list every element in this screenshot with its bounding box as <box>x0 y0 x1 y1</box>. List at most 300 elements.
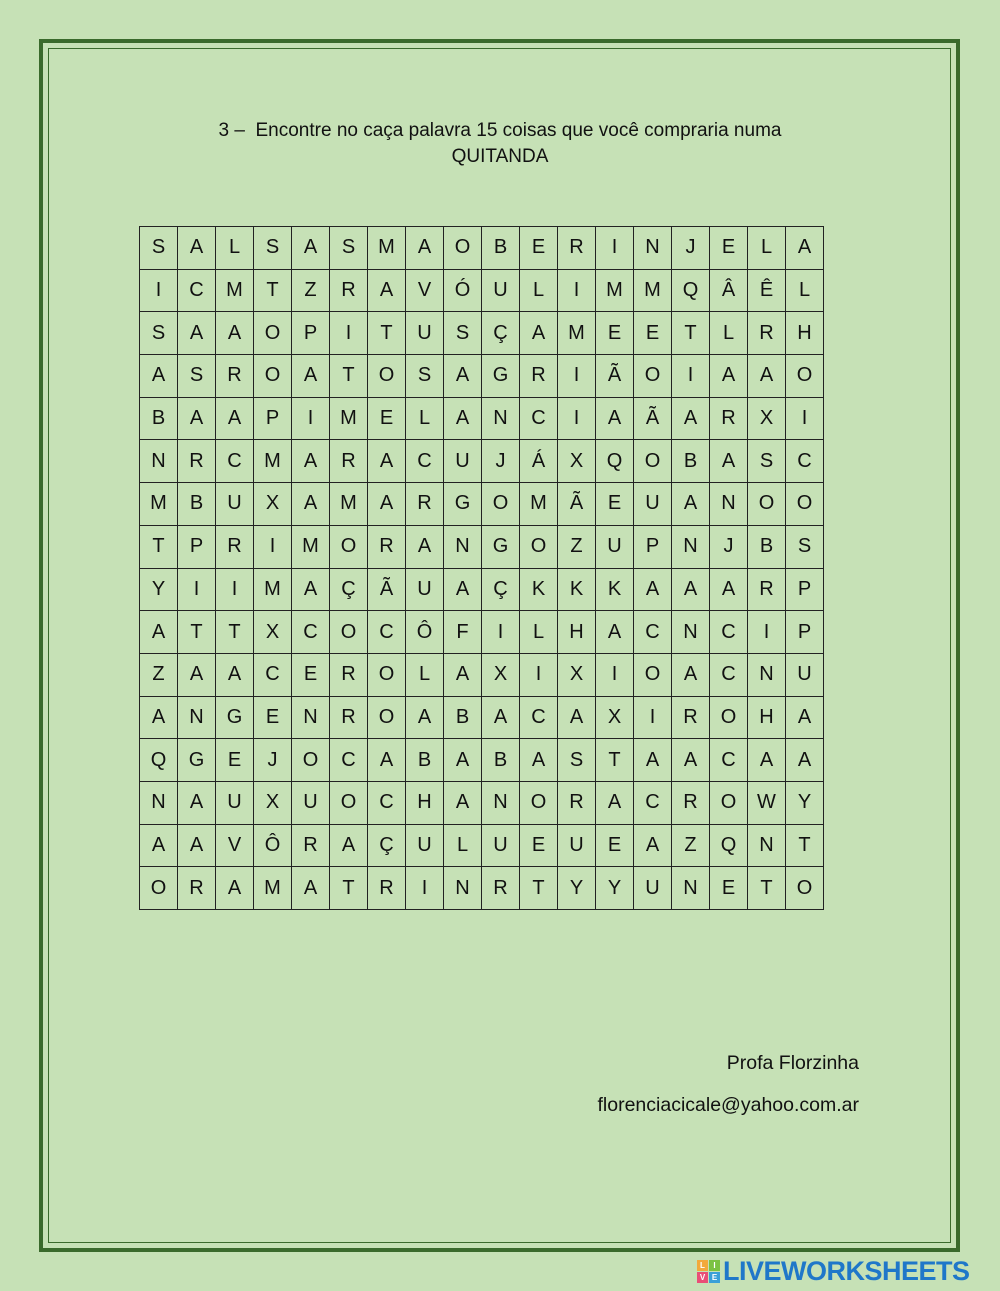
grid-cell[interactable]: O <box>520 781 558 824</box>
grid-cell[interactable]: X <box>748 397 786 440</box>
grid-cell[interactable]: H <box>786 312 824 355</box>
grid-cell[interactable]: A <box>710 440 748 483</box>
grid-cell[interactable]: A <box>178 397 216 440</box>
grid-cell[interactable]: C <box>216 440 254 483</box>
grid-cell[interactable]: I <box>786 397 824 440</box>
grid-cell[interactable]: P <box>786 568 824 611</box>
grid-cell[interactable]: A <box>292 483 330 526</box>
grid-cell[interactable]: K <box>520 568 558 611</box>
grid-cell[interactable]: T <box>520 867 558 910</box>
grid-cell[interactable]: H <box>406 781 444 824</box>
grid-cell[interactable]: Q <box>596 440 634 483</box>
grid-cell[interactable]: E <box>254 696 292 739</box>
grid-cell[interactable]: M <box>330 397 368 440</box>
grid-cell[interactable]: Â <box>710 269 748 312</box>
grid-cell[interactable]: R <box>330 269 368 312</box>
grid-cell[interactable]: Z <box>292 269 330 312</box>
grid-cell[interactable]: H <box>748 696 786 739</box>
grid-cell[interactable]: Q <box>140 739 178 782</box>
grid-cell[interactable]: A <box>330 824 368 867</box>
grid-cell[interactable]: A <box>140 611 178 654</box>
grid-cell[interactable]: C <box>520 397 558 440</box>
grid-cell[interactable]: Ç <box>330 568 368 611</box>
grid-cell[interactable]: I <box>292 397 330 440</box>
grid-cell[interactable]: A <box>444 397 482 440</box>
grid-cell[interactable]: O <box>748 483 786 526</box>
grid-cell[interactable]: O <box>710 781 748 824</box>
grid-cell[interactable]: M <box>140 483 178 526</box>
grid-cell[interactable]: O <box>330 611 368 654</box>
grid-cell[interactable]: G <box>216 696 254 739</box>
grid-cell[interactable]: A <box>216 312 254 355</box>
grid-cell[interactable]: U <box>292 781 330 824</box>
grid-cell[interactable]: M <box>596 269 634 312</box>
grid-cell[interactable]: N <box>482 781 520 824</box>
grid-cell[interactable]: S <box>254 227 292 270</box>
grid-cell[interactable]: U <box>558 824 596 867</box>
grid-cell[interactable]: A <box>482 696 520 739</box>
grid-cell[interactable]: I <box>330 312 368 355</box>
grid-cell[interactable]: A <box>178 781 216 824</box>
grid-cell[interactable]: B <box>672 440 710 483</box>
grid-cell[interactable]: A <box>216 867 254 910</box>
grid-cell[interactable]: A <box>292 568 330 611</box>
grid-cell[interactable]: A <box>178 227 216 270</box>
grid-cell[interactable]: A <box>786 739 824 782</box>
grid-cell[interactable]: A <box>178 312 216 355</box>
grid-cell[interactable]: X <box>596 696 634 739</box>
grid-cell[interactable]: M <box>558 312 596 355</box>
grid-cell[interactable]: C <box>406 440 444 483</box>
grid-cell[interactable]: X <box>558 653 596 696</box>
grid-cell[interactable]: E <box>292 653 330 696</box>
grid-cell[interactable]: G <box>444 483 482 526</box>
grid-row <box>140 824 824 867</box>
grid-row <box>140 867 824 910</box>
grid-cell[interactable]: I <box>178 568 216 611</box>
grid-cell[interactable]: I <box>482 611 520 654</box>
grid-cell[interactable]: L <box>786 269 824 312</box>
grid-cell[interactable]: R <box>748 568 786 611</box>
grid-cell[interactable]: N <box>444 525 482 568</box>
grid-cell[interactable]: S <box>444 312 482 355</box>
grid-cell[interactable]: A <box>596 397 634 440</box>
grid-cell[interactable]: N <box>634 227 672 270</box>
grid-cell[interactable]: R <box>330 696 368 739</box>
grid-cell[interactable]: V <box>216 824 254 867</box>
grid-cell[interactable]: V <box>406 269 444 312</box>
grid-cell[interactable]: E <box>710 227 748 270</box>
grid-cell[interactable]: C <box>368 611 406 654</box>
grid-cell[interactable]: O <box>634 653 672 696</box>
grid-cell[interactable]: P <box>178 525 216 568</box>
grid-cell[interactable]: M <box>292 525 330 568</box>
grid-cell[interactable]: C <box>178 269 216 312</box>
grid-cell[interactable]: R <box>368 525 406 568</box>
grid-cell[interactable]: E <box>596 312 634 355</box>
grid-cell[interactable]: L <box>216 227 254 270</box>
grid-cell[interactable]: A <box>672 483 710 526</box>
grid-cell[interactable]: G <box>178 739 216 782</box>
grid-cell[interactable]: A <box>672 653 710 696</box>
grid-cell[interactable]: E <box>216 739 254 782</box>
grid-cell[interactable]: A <box>292 355 330 398</box>
grid-cell[interactable]: U <box>482 269 520 312</box>
grid-cell[interactable]: O <box>254 312 292 355</box>
grid-cell[interactable]: J <box>710 525 748 568</box>
grid-cell[interactable]: A <box>444 781 482 824</box>
grid-cell[interactable]: A <box>596 611 634 654</box>
grid-cell[interactable]: E <box>596 483 634 526</box>
grid-cell[interactable]: I <box>558 397 596 440</box>
grid-cell[interactable]: A <box>634 739 672 782</box>
grid-cell[interactable]: U <box>406 824 444 867</box>
grid-cell[interactable]: T <box>178 611 216 654</box>
grid-cell[interactable]: Ã <box>558 483 596 526</box>
grid-cell[interactable]: O <box>254 355 292 398</box>
grid-cell[interactable]: T <box>254 269 292 312</box>
grid-cell[interactable]: A <box>634 568 672 611</box>
grid-cell[interactable]: I <box>520 653 558 696</box>
grid-cell[interactable]: Z <box>140 653 178 696</box>
grid-cell[interactable]: C <box>634 611 672 654</box>
grid-cell[interactable]: A <box>406 696 444 739</box>
grid-cell[interactable]: J <box>482 440 520 483</box>
grid-cell[interactable]: C <box>786 440 824 483</box>
grid-cell[interactable]: Ô <box>254 824 292 867</box>
grid-cell[interactable]: B <box>482 227 520 270</box>
grid-cell[interactable]: R <box>292 824 330 867</box>
grid-cell[interactable]: O <box>368 653 406 696</box>
grid-cell[interactable]: A <box>748 739 786 782</box>
grid-cell[interactable]: T <box>672 312 710 355</box>
grid-cell[interactable]: A <box>140 355 178 398</box>
grid-cell[interactable]: R <box>748 312 786 355</box>
grid-cell[interactable]: T <box>330 867 368 910</box>
grid-cell[interactable]: X <box>254 781 292 824</box>
grid-cell[interactable]: B <box>482 739 520 782</box>
grid-cell[interactable]: N <box>672 867 710 910</box>
grid-row <box>140 525 824 568</box>
grid-cell[interactable]: N <box>292 696 330 739</box>
grid-cell[interactable]: C <box>520 696 558 739</box>
grid-cell[interactable]: L <box>710 312 748 355</box>
grid-cell[interactable]: Q <box>672 269 710 312</box>
grid-cell[interactable]: C <box>368 781 406 824</box>
grid-cell[interactable]: A <box>368 269 406 312</box>
grid-cell[interactable]: W <box>748 781 786 824</box>
grid-cell[interactable]: S <box>330 227 368 270</box>
grid-cell[interactable]: K <box>558 568 596 611</box>
grid-cell[interactable]: Q <box>710 824 748 867</box>
grid-cell[interactable]: J <box>672 227 710 270</box>
grid-cell[interactable]: A <box>444 568 482 611</box>
grid-cell[interactable]: A <box>786 696 824 739</box>
grid-cell[interactable]: R <box>482 867 520 910</box>
grid-cell[interactable]: Y <box>596 867 634 910</box>
grid-cell[interactable]: A <box>292 440 330 483</box>
grid-cell[interactable]: E <box>634 312 672 355</box>
grid-row <box>140 355 824 398</box>
grid-cell[interactable]: A <box>710 355 748 398</box>
grid-cell[interactable]: P <box>786 611 824 654</box>
grid-cell[interactable]: Ç <box>482 312 520 355</box>
grid-cell[interactable]: R <box>330 440 368 483</box>
grid-cell[interactable]: O <box>520 525 558 568</box>
grid-cell[interactable]: A <box>634 824 672 867</box>
grid-cell[interactable]: S <box>140 227 178 270</box>
grid-cell[interactable]: A <box>672 397 710 440</box>
grid-cell[interactable]: E <box>368 397 406 440</box>
grid-cell[interactable]: A <box>596 781 634 824</box>
grid-cell[interactable]: N <box>140 440 178 483</box>
grid-cell[interactable]: E <box>520 824 558 867</box>
grid-row <box>140 781 824 824</box>
grid-cell[interactable]: U <box>406 312 444 355</box>
grid-cell[interactable]: R <box>178 867 216 910</box>
grid-cell[interactable]: A <box>368 739 406 782</box>
grid-cell[interactable]: L <box>520 611 558 654</box>
grid-cell[interactable]: R <box>710 397 748 440</box>
grid-cell[interactable]: I <box>634 696 672 739</box>
grid-cell[interactable]: L <box>444 824 482 867</box>
grid-cell[interactable]: C <box>292 611 330 654</box>
grid-cell[interactable]: N <box>140 781 178 824</box>
grid-cell[interactable]: X <box>254 611 292 654</box>
grid-cell[interactable]: R <box>558 227 596 270</box>
grid-cell[interactable]: A <box>292 867 330 910</box>
grid-cell[interactable]: Á <box>520 440 558 483</box>
grid-cell[interactable]: O <box>140 867 178 910</box>
grid-cell[interactable]: P <box>254 397 292 440</box>
grid-cell[interactable]: R <box>406 483 444 526</box>
grid-cell[interactable]: M <box>330 483 368 526</box>
grid-cell[interactable]: F <box>444 611 482 654</box>
grid-cell[interactable]: G <box>482 525 520 568</box>
grid-cell[interactable]: S <box>406 355 444 398</box>
grid-cell[interactable]: L <box>406 653 444 696</box>
grid-cell[interactable]: J <box>254 739 292 782</box>
grid-cell[interactable]: S <box>748 440 786 483</box>
grid-cell[interactable]: A <box>292 227 330 270</box>
grid-cell[interactable]: Z <box>558 525 596 568</box>
grid-cell[interactable]: A <box>520 312 558 355</box>
grid-cell[interactable]: O <box>368 355 406 398</box>
grid-cell[interactable]: K <box>596 568 634 611</box>
grid-cell[interactable]: M <box>254 440 292 483</box>
grid-cell[interactable]: S <box>786 525 824 568</box>
grid-cell[interactable]: E <box>710 867 748 910</box>
grid-cell[interactable]: R <box>216 525 254 568</box>
grid-row <box>140 397 824 440</box>
grid-cell[interactable]: A <box>368 440 406 483</box>
grid-cell[interactable]: B <box>178 483 216 526</box>
grid-cell[interactable]: A <box>786 227 824 270</box>
grid-cell[interactable]: O <box>634 355 672 398</box>
author-email: florenciacicale@yahoo.com.ar <box>597 1094 859 1116</box>
grid-cell[interactable]: O <box>292 739 330 782</box>
grid-row <box>140 483 824 526</box>
grid-cell[interactable]: C <box>330 739 368 782</box>
grid-cell[interactable]: A <box>710 568 748 611</box>
grid-cell[interactable]: S <box>140 312 178 355</box>
grid-cell[interactable]: U <box>482 824 520 867</box>
grid-cell[interactable]: O <box>786 483 824 526</box>
grid-cell[interactable]: P <box>634 525 672 568</box>
grid-cell[interactable]: U <box>596 525 634 568</box>
grid-cell[interactable]: N <box>748 824 786 867</box>
grid-cell[interactable]: T <box>330 355 368 398</box>
grid-cell[interactable]: I <box>254 525 292 568</box>
grid-cell[interactable]: A <box>216 397 254 440</box>
grid-cell[interactable]: I <box>672 355 710 398</box>
grid-cell[interactable]: H <box>558 611 596 654</box>
grid-cell[interactable]: S <box>178 355 216 398</box>
grid-cell[interactable]: R <box>558 781 596 824</box>
grid-cell[interactable]: Ô <box>406 611 444 654</box>
grid-cell[interactable]: T <box>786 824 824 867</box>
grid-cell[interactable]: M <box>216 269 254 312</box>
grid-cell[interactable]: C <box>710 739 748 782</box>
grid-cell[interactable]: I <box>596 227 634 270</box>
grid-cell[interactable]: Ó <box>444 269 482 312</box>
grid-cell[interactable]: T <box>748 867 786 910</box>
grid-cell[interactable]: B <box>444 696 482 739</box>
grid-cell[interactable]: R <box>216 355 254 398</box>
grid-cell[interactable]: Ã <box>634 397 672 440</box>
grid-cell[interactable]: I <box>596 653 634 696</box>
grid-cell[interactable]: N <box>710 483 748 526</box>
grid-cell[interactable]: A <box>444 739 482 782</box>
grid-cell[interactable]: I <box>140 269 178 312</box>
grid-cell[interactable]: U <box>444 440 482 483</box>
grid-cell[interactable]: Ç <box>368 824 406 867</box>
grid-cell[interactable]: Ç <box>482 568 520 611</box>
grid-cell[interactable]: U <box>216 781 254 824</box>
grid-cell[interactable]: L <box>520 269 558 312</box>
grid-cell[interactable]: C <box>254 653 292 696</box>
grid-cell[interactable]: Y <box>558 867 596 910</box>
grid-cell[interactable]: C <box>710 611 748 654</box>
grid-cell[interactable]: R <box>672 696 710 739</box>
grid-cell[interactable]: S <box>558 739 596 782</box>
grid-cell[interactable]: N <box>444 867 482 910</box>
grid-cell[interactable]: N <box>482 397 520 440</box>
grid-cell[interactable]: A <box>444 355 482 398</box>
grid-cell[interactable]: A <box>216 653 254 696</box>
grid-cell[interactable]: O <box>482 483 520 526</box>
grid-cell[interactable]: O <box>634 440 672 483</box>
grid-cell[interactable]: B <box>406 739 444 782</box>
grid-cell[interactable]: L <box>748 227 786 270</box>
grid-cell[interactable]: O <box>786 355 824 398</box>
grid-cell[interactable]: N <box>178 696 216 739</box>
grid-cell[interactable]: A <box>178 824 216 867</box>
grid-cell[interactable]: A <box>140 696 178 739</box>
grid-cell[interactable]: M <box>368 227 406 270</box>
grid-cell[interactable]: N <box>672 525 710 568</box>
logo-block: L <box>697 1260 708 1271</box>
grid-cell[interactable]: O <box>368 696 406 739</box>
grid-cell[interactable]: O <box>786 867 824 910</box>
grid-cell[interactable]: O <box>710 696 748 739</box>
grid-cell[interactable]: I <box>558 355 596 398</box>
grid-cell[interactable]: A <box>178 653 216 696</box>
grid-cell[interactable]: R <box>368 867 406 910</box>
grid-cell[interactable]: Y <box>140 568 178 611</box>
grid-cell[interactable]: O <box>330 781 368 824</box>
grid-cell[interactable]: N <box>748 653 786 696</box>
grid-cell[interactable]: U <box>634 867 672 910</box>
grid-cell[interactable]: C <box>634 781 672 824</box>
grid-cell[interactable]: A <box>406 227 444 270</box>
grid-cell[interactable]: B <box>140 397 178 440</box>
grid-cell[interactable]: U <box>406 568 444 611</box>
grid-cell[interactable]: R <box>330 653 368 696</box>
grid-cell[interactable]: O <box>330 525 368 568</box>
grid-cell[interactable]: A <box>140 824 178 867</box>
grid-cell[interactable]: X <box>558 440 596 483</box>
grid-cell[interactable]: Ê <box>748 269 786 312</box>
grid-cell[interactable]: R <box>178 440 216 483</box>
grid-cell[interactable]: A <box>444 653 482 696</box>
grid-cell[interactable]: R <box>520 355 558 398</box>
grid-cell[interactable]: B <box>748 525 786 568</box>
grid-cell[interactable]: U <box>786 653 824 696</box>
grid-cell[interactable]: Ã <box>368 568 406 611</box>
grid-cell[interactable]: E <box>520 227 558 270</box>
grid-cell[interactable]: A <box>558 696 596 739</box>
author-name: Profa Florzinha <box>726 1052 859 1074</box>
grid-cell[interactable]: I <box>216 568 254 611</box>
grid-cell[interactable]: T <box>140 525 178 568</box>
grid-cell[interactable]: U <box>634 483 672 526</box>
grid-cell[interactable]: A <box>748 355 786 398</box>
grid-cell[interactable]: M <box>254 568 292 611</box>
grid-cell[interactable]: A <box>368 483 406 526</box>
grid-cell[interactable]: A <box>520 739 558 782</box>
grid-cell[interactable]: Y <box>786 781 824 824</box>
grid-cell[interactable]: U <box>216 483 254 526</box>
grid-cell[interactable]: T <box>368 312 406 355</box>
grid-cell[interactable]: A <box>672 739 710 782</box>
grid-cell[interactable]: N <box>672 611 710 654</box>
grid-cell[interactable]: M <box>254 867 292 910</box>
word-search-grid <box>139 226 824 910</box>
grid-cell[interactable]: T <box>596 739 634 782</box>
grid-cell[interactable]: A <box>672 568 710 611</box>
grid-cell[interactable]: I <box>558 269 596 312</box>
grid-cell[interactable]: C <box>710 653 748 696</box>
grid-cell[interactable]: L <box>406 397 444 440</box>
liveworksheets-logo[interactable] <box>697 1258 970 1284</box>
grid-cell[interactable]: I <box>748 611 786 654</box>
grid-cell[interactable]: M <box>520 483 558 526</box>
grid-cell[interactable]: X <box>482 653 520 696</box>
grid-cell[interactable]: T <box>216 611 254 654</box>
grid-cell[interactable]: X <box>254 483 292 526</box>
grid-cell[interactable]: Z <box>672 824 710 867</box>
grid-cell[interactable]: Ã <box>596 355 634 398</box>
grid-cell[interactable]: O <box>444 227 482 270</box>
grid-cell[interactable]: M <box>634 269 672 312</box>
grid-cell[interactable]: G <box>482 355 520 398</box>
grid-cell[interactable]: I <box>406 867 444 910</box>
grid-cell[interactable]: R <box>672 781 710 824</box>
grid-cell[interactable]: P <box>292 312 330 355</box>
grid-cell[interactable]: A <box>406 525 444 568</box>
grid-cell[interactable]: E <box>596 824 634 867</box>
